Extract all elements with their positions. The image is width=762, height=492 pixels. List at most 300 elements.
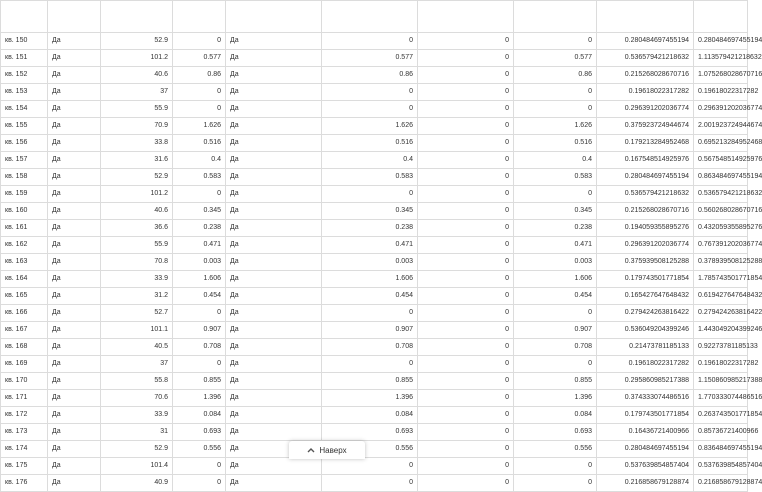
table-cell: 0.4 xyxy=(322,152,418,169)
table-cell: 0.084 xyxy=(514,407,597,424)
table-cell: 0.4 xyxy=(514,152,597,169)
table-cell: 0.280484697455194 xyxy=(694,33,748,50)
table-cell: Да xyxy=(226,135,322,152)
table-cell: Да xyxy=(226,390,322,407)
table-row xyxy=(1,475,748,492)
apartment-cell: кв. 172 xyxy=(1,407,48,424)
table-cell: 0 xyxy=(418,288,514,305)
table-cell: Да xyxy=(48,237,101,254)
table-row xyxy=(1,288,748,305)
table-row xyxy=(1,152,748,169)
apartment-cell: кв. 169 xyxy=(1,356,48,373)
table-cell: Да xyxy=(48,305,101,322)
apartment-cell: кв. 174 xyxy=(1,441,48,458)
header-cell xyxy=(694,1,748,33)
table-cell: Да xyxy=(48,169,101,186)
table-cell: Да xyxy=(226,169,322,186)
table-cell: 0.577 xyxy=(173,50,226,67)
table-cell: 1.626 xyxy=(173,118,226,135)
table-row xyxy=(1,135,748,152)
table-cell: 0.693 xyxy=(173,424,226,441)
table-cell: 31 xyxy=(101,424,173,441)
table-cell: Да xyxy=(226,203,322,220)
table-row xyxy=(1,186,748,203)
header-cell xyxy=(226,1,322,33)
table-cell: 0.084 xyxy=(322,407,418,424)
table-cell: Да xyxy=(48,424,101,441)
table-cell: 1.606 xyxy=(514,271,597,288)
table-cell: 0.4 xyxy=(173,152,226,169)
table-cell: 0.516 xyxy=(173,135,226,152)
table-cell: 0.471 xyxy=(173,237,226,254)
table-cell: 0.19618022317282 xyxy=(597,84,694,101)
table-cell: 0 xyxy=(418,390,514,407)
table-cell: 0.238 xyxy=(322,220,418,237)
table-cell: 0 xyxy=(418,407,514,424)
table-cell: 0.855 xyxy=(173,373,226,390)
table-cell: 0 xyxy=(418,373,514,390)
table-cell: Да xyxy=(48,186,101,203)
table-cell: 0.836484697455194 xyxy=(694,441,748,458)
table-cell: 0.296391202036774 xyxy=(597,101,694,118)
chevron-up-icon xyxy=(307,447,315,453)
apartment-cell: кв. 161 xyxy=(1,220,48,237)
table-cell: 0.516 xyxy=(322,135,418,152)
table-cell: 0.86 xyxy=(514,67,597,84)
table-cell: 0 xyxy=(322,101,418,118)
table-cell: 0 xyxy=(418,84,514,101)
table-cell: Да xyxy=(226,407,322,424)
table-cell: 0.454 xyxy=(514,288,597,305)
table-cell: 0.003 xyxy=(173,254,226,271)
table-row xyxy=(1,237,748,254)
table-cell: Да xyxy=(226,271,322,288)
table-cell: 1.075268028670716 xyxy=(694,67,748,84)
table-cell: Да xyxy=(226,475,322,492)
table-cell: 0.216858679128874 xyxy=(597,475,694,492)
table-cell: Да xyxy=(48,84,101,101)
table-cell: Да xyxy=(226,67,322,84)
table-cell: 0.577 xyxy=(514,50,597,67)
table-cell: 0 xyxy=(418,475,514,492)
table-cell: 37 xyxy=(101,84,173,101)
table-cell: 0.516 xyxy=(514,135,597,152)
table-cell: 1.396 xyxy=(322,390,418,407)
header-cell xyxy=(48,1,101,33)
table-cell: 0.855 xyxy=(322,373,418,390)
table-cell: 55.9 xyxy=(101,101,173,118)
table-cell: 0 xyxy=(514,84,597,101)
table-cell: 0 xyxy=(418,135,514,152)
table-cell: 0 xyxy=(418,356,514,373)
table-cell: 0.567548514925976 xyxy=(694,152,748,169)
table-cell: 0.167548514925976 xyxy=(597,152,694,169)
table-header-row xyxy=(1,1,748,33)
table-cell: 0 xyxy=(322,33,418,50)
header-cell xyxy=(1,1,48,33)
table-cell: 0 xyxy=(418,458,514,475)
table-row xyxy=(1,390,748,407)
table-cell: Да xyxy=(48,390,101,407)
table-cell: 0 xyxy=(418,152,514,169)
table-cell: 0 xyxy=(173,458,226,475)
table-cell: 0.280484697455194 xyxy=(597,169,694,186)
table-cell: 0.92273781185133 xyxy=(694,339,748,356)
table-cell: Да xyxy=(48,67,101,84)
table-cell: 0.238 xyxy=(514,220,597,237)
table-cell: 0.619427647648432 xyxy=(694,288,748,305)
table-cell: 0 xyxy=(173,475,226,492)
table-row xyxy=(1,271,748,288)
table-cell: 0 xyxy=(418,254,514,271)
table-cell: 0 xyxy=(322,305,418,322)
table-cell: Да xyxy=(226,441,322,458)
table-cell: 31.2 xyxy=(101,288,173,305)
table-cell: 1.606 xyxy=(322,271,418,288)
table-cell: 0.471 xyxy=(514,237,597,254)
table-cell: 0 xyxy=(418,322,514,339)
table-cell: 0 xyxy=(418,339,514,356)
table-cell: 0 xyxy=(418,101,514,118)
table-cell: Да xyxy=(48,118,101,135)
table-cell: 0 xyxy=(418,67,514,84)
apartment-cell: кв. 164 xyxy=(1,271,48,288)
table-cell: 52.7 xyxy=(101,305,173,322)
table-cell: 0.375939508125288 xyxy=(597,254,694,271)
table-cell: 40.6 xyxy=(101,203,173,220)
table-cell: 0.454 xyxy=(322,288,418,305)
table-cell: 0 xyxy=(514,305,597,322)
table-cell: 0.556 xyxy=(514,441,597,458)
table-cell: 0.454 xyxy=(173,288,226,305)
table-cell: 0 xyxy=(418,424,514,441)
table-cell: 0.003 xyxy=(322,254,418,271)
table-cell: 101.2 xyxy=(101,186,173,203)
table-cell: Да xyxy=(226,186,322,203)
table-cell: Да xyxy=(48,220,101,237)
header-cell xyxy=(597,1,694,33)
apartment-cell: кв. 175 xyxy=(1,458,48,475)
table-cell: Да xyxy=(48,322,101,339)
table-cell: 0 xyxy=(514,186,597,203)
table-cell: 0 xyxy=(514,475,597,492)
table-cell: Да xyxy=(48,135,101,152)
table-cell: 0.165427647648432 xyxy=(597,288,694,305)
apartment-cell: кв. 166 xyxy=(1,305,48,322)
table-cell: Да xyxy=(48,441,101,458)
header-cell xyxy=(173,1,226,33)
table-cell: 0 xyxy=(514,101,597,118)
table-cell: 0.378939508125288 xyxy=(694,254,748,271)
table-row xyxy=(1,254,748,271)
table-cell: 70.8 xyxy=(101,254,173,271)
table-cell: 0.003 xyxy=(514,254,597,271)
table-cell: 0.216858679128874 xyxy=(694,475,748,492)
apartment-cell: кв. 173 xyxy=(1,424,48,441)
table-cell: 31.6 xyxy=(101,152,173,169)
table-cell: 0.583 xyxy=(514,169,597,186)
table-cell: Да xyxy=(226,356,322,373)
apartment-cell: кв. 157 xyxy=(1,152,48,169)
table-cell: 0 xyxy=(418,203,514,220)
table-cell: 0 xyxy=(418,305,514,322)
table-cell: Да xyxy=(48,203,101,220)
table-cell: 0.767391202036774 xyxy=(694,237,748,254)
table-cell: 0.560268028670716 xyxy=(694,203,748,220)
table-cell: 40.6 xyxy=(101,67,173,84)
apartment-cell: кв. 168 xyxy=(1,339,48,356)
table-cell: 0.86 xyxy=(322,67,418,84)
table-cell: 0.215268028670716 xyxy=(597,67,694,84)
table-cell: 101.2 xyxy=(101,50,173,67)
table-cell: 0.907 xyxy=(514,322,597,339)
table-cell: 0.16436721400966 xyxy=(597,424,694,441)
table-row xyxy=(1,356,748,373)
table-row xyxy=(1,33,748,50)
table-cell: Да xyxy=(226,220,322,237)
table-cell: 0 xyxy=(322,475,418,492)
table-cell: 1.626 xyxy=(514,118,597,135)
table-cell: 0.19618022317282 xyxy=(694,84,748,101)
apartment-cell: кв. 151 xyxy=(1,50,48,67)
table-cell: 1.770333074486516 xyxy=(694,390,748,407)
table-cell: 0.179743501771854 xyxy=(597,271,694,288)
table-cell: Да xyxy=(48,356,101,373)
table-cell: 1.443049204399246 xyxy=(694,322,748,339)
header-cell xyxy=(101,1,173,33)
table-cell: 0.280484697455194 xyxy=(597,33,694,50)
table-row xyxy=(1,458,748,475)
table-cell: Да xyxy=(48,288,101,305)
table-cell: Да xyxy=(48,33,101,50)
table-cell: 0 xyxy=(173,186,226,203)
table-cell: 0 xyxy=(322,186,418,203)
table-cell: 0.85736721400966 xyxy=(694,424,748,441)
table-row xyxy=(1,118,748,135)
table-cell: 0.471 xyxy=(322,237,418,254)
table-cell: 1.626 xyxy=(322,118,418,135)
table-cell: 0 xyxy=(514,356,597,373)
table-cell: 0.21473781185133 xyxy=(597,339,694,356)
table-cell: Да xyxy=(48,373,101,390)
table-cell: 0.084 xyxy=(173,407,226,424)
apartment-cell: кв. 167 xyxy=(1,322,48,339)
table-cell: 0 xyxy=(418,220,514,237)
table-cell: 0.695213284952468 xyxy=(694,135,748,152)
table-cell: 0.345 xyxy=(322,203,418,220)
table-cell: 0.179743501771854 xyxy=(597,407,694,424)
table-cell: 0.693 xyxy=(322,424,418,441)
table-cell: 101.1 xyxy=(101,322,173,339)
table-cell: 1.606 xyxy=(173,271,226,288)
table-cell: 52.9 xyxy=(101,441,173,458)
table-cell: Да xyxy=(226,254,322,271)
table-cell: Да xyxy=(226,237,322,254)
table-cell: 0.432059355895276 xyxy=(694,220,748,237)
table-cell: 33.9 xyxy=(101,407,173,424)
table-cell: 0.907 xyxy=(322,322,418,339)
table-cell: 1.396 xyxy=(173,390,226,407)
apartment-cell: кв. 162 xyxy=(1,237,48,254)
table-cell: Да xyxy=(48,475,101,492)
table-cell: 70.9 xyxy=(101,118,173,135)
apartment-cell: кв. 159 xyxy=(1,186,48,203)
header-cell xyxy=(514,1,597,33)
table-cell: 0.863484697455194 xyxy=(694,169,748,186)
table-cell: Да xyxy=(226,288,322,305)
header-cell xyxy=(418,1,514,33)
table-cell: 0.556 xyxy=(173,441,226,458)
table-cell: 0.907 xyxy=(173,322,226,339)
table-row xyxy=(1,407,748,424)
table-cell: 52.9 xyxy=(101,33,173,50)
table-cell: 0.296391202036774 xyxy=(694,101,748,118)
table-row xyxy=(1,101,748,118)
table-cell: 1.150860985217388 xyxy=(694,373,748,390)
table-cell: Да xyxy=(226,101,322,118)
table-cell: Да xyxy=(226,33,322,50)
apartment-cell: кв. 152 xyxy=(1,67,48,84)
table-cell: 0 xyxy=(514,33,597,50)
table-cell: 37 xyxy=(101,356,173,373)
table-cell: 0.345 xyxy=(514,203,597,220)
header-cell xyxy=(322,1,418,33)
table-cell: 55.9 xyxy=(101,237,173,254)
table-cell: 0.215268028670716 xyxy=(597,203,694,220)
table-cell: 0 xyxy=(173,101,226,118)
table-cell: 0.693 xyxy=(514,424,597,441)
table-cell: 0 xyxy=(418,237,514,254)
table-row xyxy=(1,203,748,220)
table-cell: 0.536579421218632 xyxy=(694,186,748,203)
table-cell: 0 xyxy=(173,305,226,322)
table-cell: Да xyxy=(226,118,322,135)
apartment-cell: кв. 160 xyxy=(1,203,48,220)
table-cell: 0 xyxy=(173,33,226,50)
table-cell: Да xyxy=(226,152,322,169)
table-cell: 0 xyxy=(418,33,514,50)
table-cell: 0.279424263816422 xyxy=(694,305,748,322)
table-row xyxy=(1,305,748,322)
table-cell: 0 xyxy=(514,458,597,475)
apartment-cell: кв. 150 xyxy=(1,33,48,50)
table-cell: 0.583 xyxy=(173,169,226,186)
table-cell: Да xyxy=(226,424,322,441)
table-cell: Да xyxy=(226,339,322,356)
table-cell: 0 xyxy=(418,441,514,458)
table-row xyxy=(1,424,748,441)
table-cell: Да xyxy=(48,458,101,475)
table-cell: 0.279424263816422 xyxy=(597,305,694,322)
table-cell: 0.19618022317282 xyxy=(597,356,694,373)
table-cell: 0.374333074486516 xyxy=(597,390,694,407)
table-cell: 1.113579421218632 xyxy=(694,50,748,67)
table-cell: 0.708 xyxy=(514,339,597,356)
table-cell: 1.396 xyxy=(514,390,597,407)
table-cell: 0.296391202036774 xyxy=(597,237,694,254)
table-cell: 0.19618022317282 xyxy=(694,356,748,373)
table-cell: 0.537639854857404 xyxy=(694,458,748,475)
table-cell: 0.263743501771854 xyxy=(694,407,748,424)
apartment-cell: кв. 170 xyxy=(1,373,48,390)
table-cell: 36.6 xyxy=(101,220,173,237)
table-cell: Да xyxy=(226,84,322,101)
table-cell: Да xyxy=(226,305,322,322)
table-cell: 33.9 xyxy=(101,271,173,288)
table-cell: Да xyxy=(48,339,101,356)
table-row xyxy=(1,84,748,101)
table-row xyxy=(1,67,748,84)
table-cell: Да xyxy=(48,152,101,169)
table-cell: 0.179213284952468 xyxy=(597,135,694,152)
table-cell: 0.345 xyxy=(173,203,226,220)
table-row xyxy=(1,322,748,339)
table-cell: 70.6 xyxy=(101,390,173,407)
table-cell: 0.536049204399246 xyxy=(597,322,694,339)
table-cell: 0 xyxy=(418,169,514,186)
apartment-cell: кв. 158 xyxy=(1,169,48,186)
table-cell: 0.536579421218632 xyxy=(597,186,694,203)
table-cell: 0 xyxy=(418,50,514,67)
table-cell: 0.194059355895276 xyxy=(597,220,694,237)
table-cell: 1.785743501771854 xyxy=(694,271,748,288)
table-cell: 40.9 xyxy=(101,475,173,492)
table-cell: 2.001923724944674 xyxy=(694,118,748,135)
apartment-cell: кв. 176 xyxy=(1,475,48,492)
table-cell: 0.86 xyxy=(173,67,226,84)
table-cell: 0 xyxy=(322,84,418,101)
table-cell: 0.238 xyxy=(173,220,226,237)
apartment-cell: кв. 163 xyxy=(1,254,48,271)
table-cell: 0 xyxy=(173,356,226,373)
table-cell: 0 xyxy=(173,84,226,101)
table-cell: 0.295860985217388 xyxy=(597,373,694,390)
table-cell: 0.280484697455194 xyxy=(597,441,694,458)
apartment-cell: кв. 165 xyxy=(1,288,48,305)
scroll-to-top-button[interactable] xyxy=(289,441,365,459)
table-cell: 0.556 xyxy=(322,441,418,458)
table-row xyxy=(1,169,748,186)
table-cell: 0 xyxy=(322,458,418,475)
table-cell: Да xyxy=(48,254,101,271)
table-cell: Да xyxy=(226,373,322,390)
table-cell: Да xyxy=(48,101,101,118)
table-cell: Да xyxy=(226,50,322,67)
table-cell: 52.9 xyxy=(101,169,173,186)
table-cell: 40.5 xyxy=(101,339,173,356)
table-cell: 0.708 xyxy=(173,339,226,356)
table-cell: 101.4 xyxy=(101,458,173,475)
table-cell: 55.8 xyxy=(101,373,173,390)
table-cell: 0.537639854857404 xyxy=(597,458,694,475)
table-cell: 0 xyxy=(418,186,514,203)
table-cell: Да xyxy=(226,322,322,339)
table-cell: 0 xyxy=(418,271,514,288)
table-cell: 0.577 xyxy=(322,50,418,67)
table-row xyxy=(1,373,748,390)
table-cell: 0.583 xyxy=(322,169,418,186)
table-row xyxy=(1,220,748,237)
apartment-cell: кв. 153 xyxy=(1,84,48,101)
table-cell: Да xyxy=(48,271,101,288)
table-cell: 0.536579421218632 xyxy=(597,50,694,67)
table-row xyxy=(1,441,748,458)
apartment-cell: кв. 156 xyxy=(1,135,48,152)
table-cell: 0 xyxy=(418,118,514,135)
table-cell: Да xyxy=(48,50,101,67)
table-cell: 0.708 xyxy=(322,339,418,356)
table-cell: 0 xyxy=(322,356,418,373)
